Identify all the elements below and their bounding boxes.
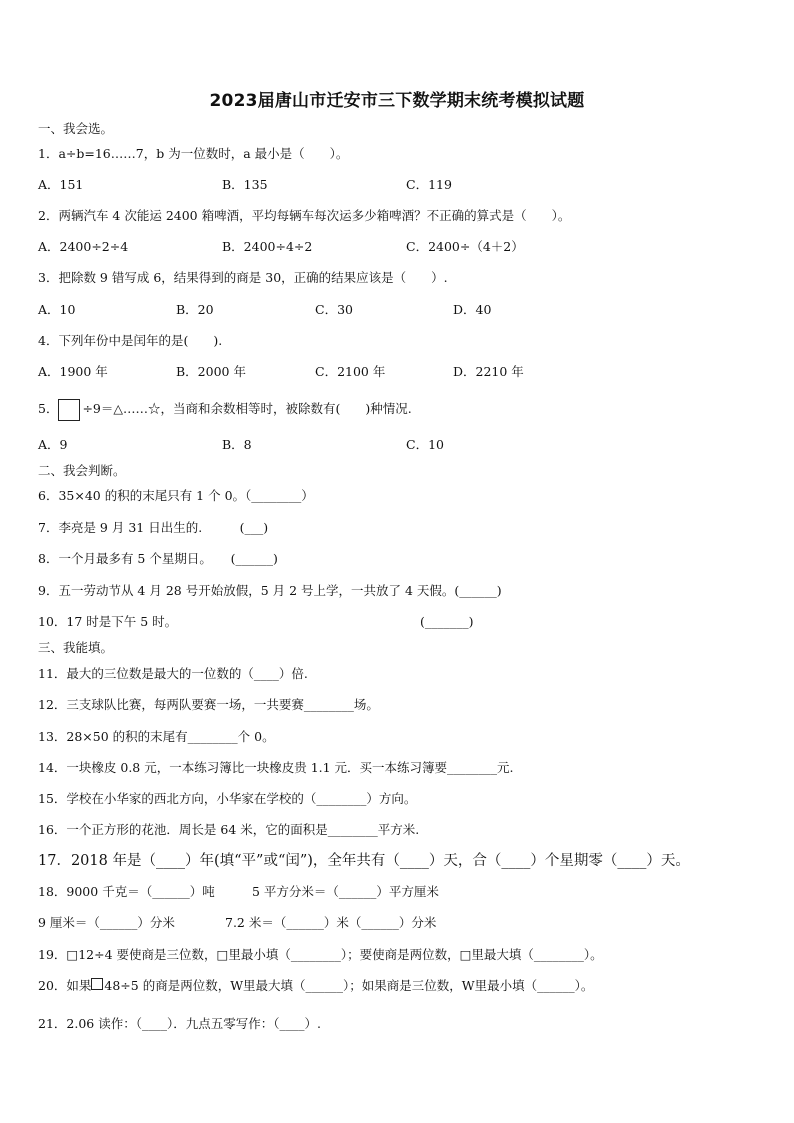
question-13: 13．28×50 的积的末尾有________个 0。: [38, 729, 275, 744]
question-18-part-d: 7.2 米＝（______）米（______）分米: [225, 915, 437, 930]
question-20-number: 20．如果: [38, 978, 92, 993]
question-1-option-b: B．135: [222, 177, 268, 192]
question-3-option-a: A．10: [38, 302, 76, 317]
question-5-option-b: B．8: [222, 437, 252, 452]
question-4: 4．下列年份中是闰年的是( ).: [38, 333, 223, 348]
question-18-part-b: 5 平方分米＝（______）平方厘米: [252, 884, 439, 899]
blank-square-icon: [58, 399, 80, 421]
question-18-part-c: 9 厘米＝（______）分米: [38, 915, 175, 930]
question-3-option-b: B．20: [176, 302, 214, 317]
question-1: 1．a÷b=16……7，b 为一位数时，a 最小是（ ）。: [38, 146, 349, 161]
question-12: 12．三支球队比赛，每两队要赛一场，一共要赛________场。: [38, 697, 379, 712]
question-8: 8．一个月最多有 5 个星期日。 (______): [38, 551, 278, 566]
question-2-option-a: A．2400÷2÷4: [38, 239, 129, 254]
question-3-option-d: D．40: [453, 302, 492, 317]
question-5: [38, 397, 412, 421]
question-17: 17．2018 年是（____）年(填“平”或“闰”)，全年共有（____）天，合（____）个星期零（____）天。: [38, 853, 690, 869]
blank-square-icon: [91, 978, 103, 990]
section-heading-judge: 二、我会判断。: [38, 463, 126, 478]
section-heading-fill: 三、我能填。: [38, 640, 114, 655]
question-21: 21．2.06 读作：（____）．九点五零写作：（____）.: [38, 1016, 321, 1031]
question-19: 19．□12÷4 要使商是三位数，□里最小填（________）；要使商是两位数，□里最大填（________）。: [38, 947, 603, 962]
question-16: 16．一个正方形的花池．周长是 64 米，它的面积是________平方米.: [38, 822, 420, 837]
question-10-blank: (_______): [420, 614, 474, 629]
question-5-stem: ÷9＝△……☆，当商和余数相等时，被除数有( )种情况.: [82, 401, 412, 416]
question-4-option-a: A．1900 年: [38, 364, 108, 379]
question-4-option-d: D．2210 年: [453, 364, 524, 379]
question-5-option-c: C．10: [406, 437, 444, 452]
question-1-option-c: C．119: [406, 177, 452, 192]
question-10: 10．17 时是下午 5 时。: [38, 614, 178, 629]
question-2: 2．两辆汽车 4 次能运 2400 箱啤酒，平均每辆车每次运多少箱啤酒？不正确的算式是（ ）。: [38, 208, 571, 223]
question-20: [38, 978, 593, 994]
question-14: 14．一块橡皮 0.8 元，一本练习簿比一块橡皮贵 1.1 元．买一本练习簿要________元.: [38, 760, 514, 775]
page-title: 2023届唐山市迁安市三下数学期末统考模拟试题: [209, 91, 585, 111]
question-7: 7．李亮是 9 月 31 日出生的. (___): [38, 520, 269, 535]
question-11: 11．最大的三位数是最大的一位数的（____）倍.: [38, 666, 308, 681]
question-15: 15．学校在小华家的西北方向，小华家在学校的（________）方向。: [38, 791, 417, 806]
question-3: 3．把除数 9 错写成 6，结果得到的商是 30，正确的结果应该是（ ）.: [38, 270, 448, 285]
question-4-option-c: C．2100 年: [315, 364, 386, 379]
question-3-option-c: C．30: [315, 302, 353, 317]
question-9: 9．五一劳动节从 4 月 28 号开始放假，5 月 2 号上学，一共放了 4 天假。(______): [38, 583, 502, 598]
question-5-option-a: A．9: [38, 437, 68, 452]
section-heading-choice: 一、我会选。: [38, 121, 114, 136]
question-18-part-a: 18．9000 千克＝（______）吨: [38, 884, 215, 899]
question-1-option-a: A．151: [38, 177, 84, 192]
question-4-option-b: B．2000 年: [176, 364, 246, 379]
question-20-stem: 48÷5 的商是两位数，W里最大填（______）；如果商是三位数，W里最小填（______）。: [104, 978, 594, 993]
question-5-number: 5．: [38, 401, 59, 416]
question-2-option-c: C．2400÷（4＋2）: [406, 239, 524, 254]
question-6: 6．35×40 的积的末尾只有 1 个 0。（________）: [38, 488, 314, 503]
question-2-option-b: B．2400÷4÷2: [222, 239, 313, 254]
